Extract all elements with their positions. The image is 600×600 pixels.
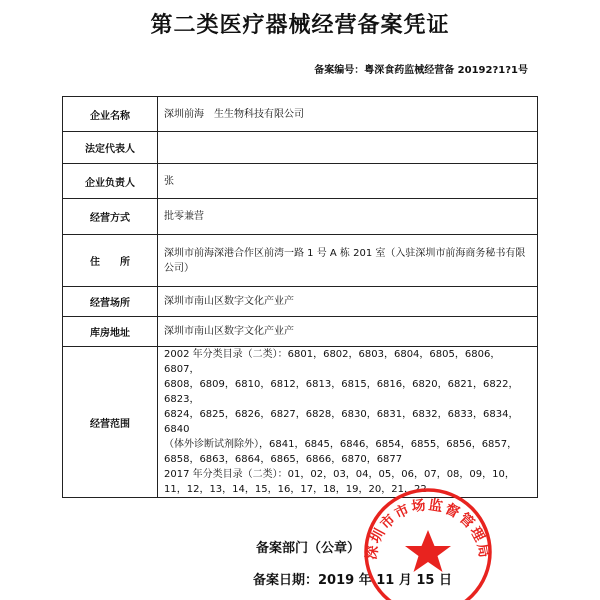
row-label-company-name: 企业名称 — [63, 97, 158, 132]
scope-line: （体外诊断试剂除外），6841，6845，6846，6854，6855，6856，6857， — [164, 439, 518, 450]
record-table — [62, 96, 538, 498]
person-in-charge-value: 张 — [158, 164, 538, 199]
row-label-legal-representative: 法定代表人 — [63, 132, 158, 164]
table-row — [63, 235, 538, 287]
row-label-business-mode: 经营方式 — [63, 199, 158, 235]
row-label-business-scope: 经营范围 — [63, 347, 158, 498]
table-row — [63, 287, 538, 317]
domicile-value: 深圳市前海深港合作区前湾一路 1 号 A 栋 201 室（入驻深圳市前海商务秘书有限公司） — [158, 235, 538, 287]
table-row — [63, 97, 538, 132]
table-row — [63, 164, 538, 199]
scope-line: 2002 年分类目录（二类）：6801，6802，6803，6804，6805，6806，6807， — [164, 349, 501, 375]
registration-number: 备案编号：粤深食药监械经营备 20192?1?1号 — [314, 65, 528, 76]
warehouse-address-value: 深圳市南山区数字文化产业产 — [158, 317, 538, 347]
scope-line: 2017 年分类目录（二类）：01，02，03，04，05，06，07，08，09，10， — [164, 469, 515, 480]
business-premises-value: 深圳市南山区数字文化产业产 — [158, 287, 538, 317]
row-label-domicile: 住 所 — [63, 235, 158, 287]
legal-representative-value — [158, 132, 538, 164]
table-row — [63, 132, 538, 164]
filing-department: 备案部门（公章） — [256, 541, 361, 556]
table-row — [63, 347, 538, 498]
seal-text: 深圳市市场监督管理局 — [363, 497, 493, 561]
seal-star-icon — [405, 530, 451, 572]
row-label-person-in-charge: 企业负责人 — [63, 164, 158, 199]
row-label-business-premises: 经营场所 — [63, 287, 158, 317]
scope-line: 11，12，13，14，15，16，17，18，19，20，21，22 — [164, 484, 427, 495]
document-title: 第二类医疗器械经营备案凭证 — [150, 13, 450, 38]
scope-line: 6824，6825，6826，6827，6828，6830，6831，6832，6833，6834，6840 — [164, 409, 519, 435]
filing-date: 备案日期：2019 年 11 月 15 日 — [253, 573, 452, 588]
company-name-value: 深圳前海 生生物科技有限公司 — [158, 97, 538, 132]
table-row — [63, 199, 538, 235]
official-seal-icon — [358, 480, 498, 600]
business-mode-value: 批零兼营 — [158, 199, 538, 235]
table-row — [63, 317, 538, 347]
scope-line: 6808，6809，6810，6812，6813，6815，6816，6820，6821，6822，6823， — [164, 379, 519, 405]
scope-line: 6858，6863，6864，6865，6866，6870，6877 — [164, 454, 403, 465]
row-label-warehouse-address: 库房地址 — [63, 317, 158, 347]
business-scope-value — [158, 347, 538, 498]
